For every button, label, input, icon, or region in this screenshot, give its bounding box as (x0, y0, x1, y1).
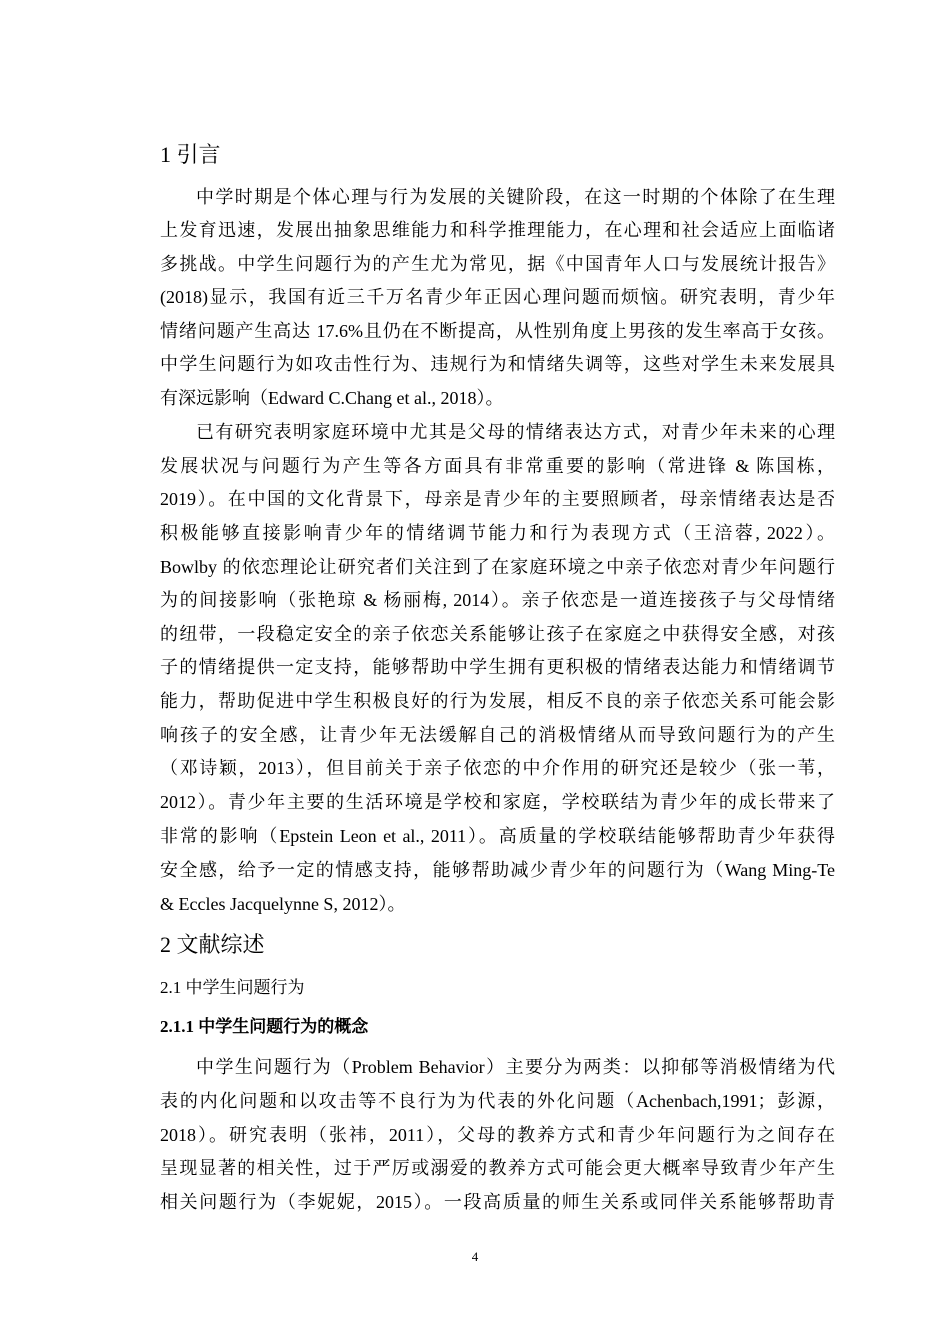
text-line: 的纽带，一段稳定安全的亲子依恋关系能够让孩子在家庭之中获得安全感，对孩 (160, 624, 835, 644)
text-line: 发展状况与问题行为产生等各方面具有非常重要的影响（常进锋 & 陈国栋， (160, 456, 835, 476)
text-line: & Eccles Jacquelynne S, 2012）。 (160, 894, 406, 914)
text-line: 已有研究表明家庭环境中尤其是父母的情绪表达方式，对青少年未来的心理 (196, 422, 835, 442)
text-line: 上发育迅速，发展出抽象思维能力和科学推理能力，在心理和社会适应上面临诸 (160, 220, 835, 240)
text-line: (2018)显示，我国有近三千万名青少年正因心理问题而烦恼。研究表明，青少年 (160, 287, 835, 307)
text-line: 子的情绪提供一定支持，能够帮助中学生拥有更积极的情绪表达能力和情绪调节 (160, 657, 835, 677)
text-line: 2019）。在中国的文化背景下，母亲是青少年的主要照顾者，母亲情绪表达是否 (160, 489, 835, 509)
text-line: 相关问题行为（李妮妮，2015）。一段高质量的师生关系或同伴关系能够帮助青 (160, 1192, 835, 1212)
text-line: 能力，帮助促进中学生积极良好的行为发展，相反不良的亲子依恋关系可能会影 (160, 691, 835, 711)
text-line: 安全感，给予一定的情感支持，能够帮助减少青少年的问题行为（Wang Ming-Te (160, 860, 835, 880)
text-line: 2012）。青少年主要的生活环境是学校和家庭，学校联结为青少年的成长带来了 (160, 792, 835, 812)
subsection-heading-2-1: 2.1 中学生问题行为 (160, 978, 305, 997)
text-line: （邓诗颖，2013），但目前关于亲子依恋的中介作用的研究还是较少（张一苇， (160, 758, 835, 778)
text-line: 表的内化问题和以攻击等不良行为为代表的外化问题（Achenbach,1991；彭源， (160, 1091, 835, 1111)
text-line: 中学生问题行为（Problem Behavior）主要分为两类：以抑郁等消极情绪为代 (196, 1057, 835, 1077)
page-number: 4 (471, 1249, 479, 1264)
text-line: Bowlby 的依恋理论让研究者们关注到了在家庭环境之中亲子依恋对青少年问题行 (160, 557, 835, 577)
text-line: 2018）。研究表明（张祎，2011），父母的教养方式和青少年问题行为之间存在 (160, 1125, 835, 1145)
text-line: 呈现显著的相关性，过于严厉或溺爱的教养方式可能会更大概率导致青少年产生 (160, 1158, 835, 1178)
text-line: 非常的影响（Epstein Leon et al., 2011）。高质量的学校联结能够帮助青少年获得 (160, 826, 835, 846)
text-line: 多挑战。中学生问题行为的产生尤为常见，据《中国青年人口与发展统计报告》 (160, 254, 835, 274)
text-line: 中学生问题行为如攻击性行为、违规行为和情绪失调等，这些对学生未来发展具 (160, 354, 835, 374)
text-line: 响孩子的安全感，让青少年无法缓解自己的消极情绪从而导致问题行为的产生 (160, 725, 835, 745)
text-line: 中学时期是个体心理与行为发展的关键阶段，在这一时期的个体除了在生理 (196, 187, 835, 207)
section-heading-2: 2 文献综述 (160, 932, 265, 957)
subsubsection-heading-2-1-1: 2.1.1 中学生问题行为的概念 (160, 1017, 369, 1036)
text-line: 情绪问题产生高达 17.6%且仍在不断提高，从性别角度上男孩的发生率高于女孩。 (160, 321, 835, 341)
section-heading-1: 1 引言 (160, 142, 221, 167)
text-line: 积极能够直接影响青少年的情绪调节能力和行为表现方式（王涪蓉, 2022）。 (160, 523, 835, 543)
text-line: 为的间接影响（张艳琼 & 杨丽梅, 2014）。亲子依恋是一道连接孩子与父母情绪 (160, 590, 835, 610)
text-line: 有深远影响（Edward C.Chang et al., 2018）。 (160, 388, 504, 408)
